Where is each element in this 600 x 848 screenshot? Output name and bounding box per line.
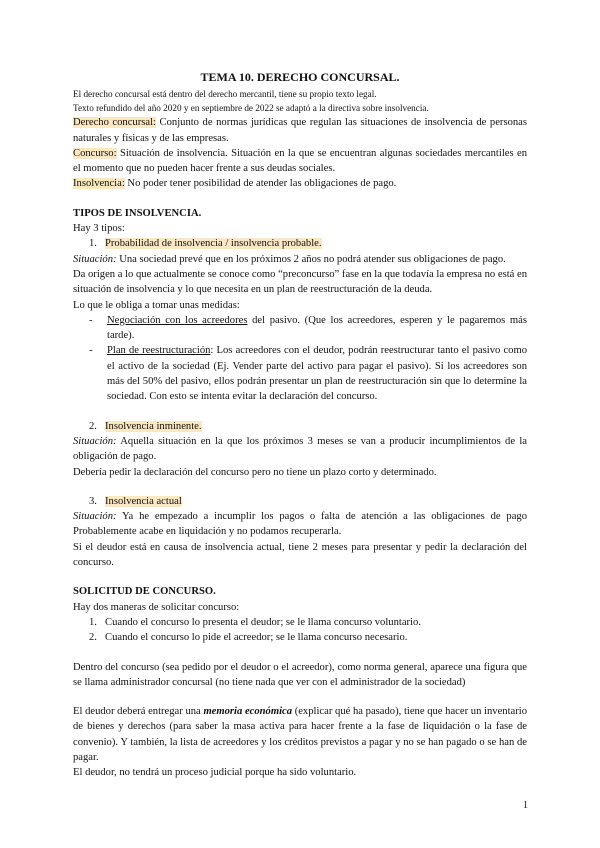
section-heading-tipos: TIPOS DE INSOLVENCIA.	[73, 207, 202, 219]
tipo-1-text: Da origen a lo que actualmente se conoce como “preconcurso” fase en la que todavía la empresa no está en situación de insolvencia y lo que necesita en un plan de reestructuración de la deuda.	[73, 268, 527, 296]
tipo-3-situacion	[73, 509, 527, 540]
bold-term: memoria económica	[203, 706, 293, 718]
bullet-item	[73, 343, 527, 404]
page-title: TEMA 10. DERECHO CONCURSAL.	[200, 70, 400, 84]
tipo-1-heading	[73, 236, 527, 251]
definition-insolvencia	[73, 176, 527, 191]
tipos-intro: Hay 3 tipos:	[73, 223, 125, 235]
definition-text: No poder tener posibilidad de atender las obligaciones de pago.	[124, 178, 397, 190]
definition-concurso	[73, 146, 527, 177]
tipo-3-text: Si el deudor está en causa de insolvencia actual, tiene 2 meses para presentar y pedir la declaración del concurso.	[73, 541, 527, 569]
section-heading-solicitud: SOLICITUD DE CONCURSO.	[73, 586, 216, 598]
intro-line-1: El derecho concursal está dentro del derecho mercantil, tiene su propio texto legal.	[73, 89, 377, 100]
bullet-mark: -	[89, 345, 93, 357]
definition-term: Concurso:	[73, 147, 117, 159]
bullet-term: Plan de reestructuración	[107, 345, 211, 357]
solicitud-item-2	[73, 630, 527, 645]
situacion-label: Situación:	[73, 253, 117, 265]
situacion-label: Situación:	[73, 435, 117, 447]
bullet-text: del pasivo. (Que los acreedores, esperen y le pagaremos más tarde).	[107, 314, 527, 342]
bullet-mark: -	[89, 314, 93, 326]
tipo-2-heading	[73, 419, 527, 434]
definition-text: Conjunto de normas jurídicas que regulan las situaciones de insolvencia de personas naturales y físicas y de las empresas.	[73, 117, 527, 144]
tipo-2-text: Debería pedir la declaración del concurso pero no tiene un plazo corto y determinado.	[73, 466, 437, 478]
situacion-text: Aquella situación en la que los próximos 3 meses se van a producir incumplimientos de la obligación de pago.	[73, 435, 527, 463]
tipo-3-heading	[73, 494, 527, 509]
situacion-label: Situación:	[73, 511, 117, 523]
tipo-title: Insolvencia inminente.	[105, 420, 202, 432]
tipo-1-lead: Lo que le obliga a tomar unas medidas:	[73, 299, 240, 311]
definition-term: Derecho concursal:	[73, 117, 156, 129]
intro-line-2: Texto refundido del año 2020 y en septiembre de 2022 se adaptó a la directiva sobre insolvencia.	[73, 103, 429, 114]
list-number: 1.	[89, 238, 97, 250]
tipo-2-situacion	[73, 434, 527, 465]
list-text: Cuando el concurso lo pide el acreedor; se le llama concurso necesario.	[105, 632, 408, 644]
tipo-1-situacion	[73, 252, 527, 267]
list-number: 1.	[89, 616, 97, 628]
definition-derecho-concursal	[73, 115, 527, 146]
situacion-text: Ya he empezado a incumplir los pagos o falta de atención a las obligaciones de pago Probablemente acabe en liquidación y no podamos recuperarla.	[73, 511, 527, 538]
solicitud-item-1	[73, 615, 527, 630]
solicitud-intro: Hay dos maneras de solicitar concurso:	[73, 601, 240, 613]
list-text: Cuando el concurso lo presenta el deudor; se le llama concurso voluntario.	[105, 616, 421, 628]
list-number: 2.	[89, 420, 97, 432]
paragraph-text: (explicar qué ha pasado), tiene que hacer un inventario de bienes y derechos (para saber la masa activa para hacer frente a la fase de liquidación o la fase de convenio). Y también, la lista de acreedores y los créditos previstos a pagar y no se han pagado o se han de pagar.	[73, 706, 527, 763]
bullet-term: Negociación con los acreedores	[107, 314, 248, 326]
definition-text: Situación de insolvencia. Situación en la que se encuentran algunas sociedades mercantiles en el momento que no pueden hacer frente a sus deudas sociales.	[73, 147, 527, 175]
paragraph-text: El deudor deberá entregar una	[73, 706, 204, 718]
list-number: 3.	[89, 495, 97, 507]
solicitud-paragraph-2	[73, 704, 527, 765]
solicitud-paragraph-3: El deudor, no tendrá un proceso judicial porque ha sido voluntario.	[73, 767, 357, 779]
situacion-text: Una sociedad prevé que en los próximos 2 años no podrá atender sus obligaciones de pago.	[116, 253, 506, 265]
definition-term: Insolvencia:	[73, 178, 125, 190]
bullet-item	[73, 313, 527, 344]
tipo-title: Probabilidad de insolvencia / insolvencia probable.	[105, 238, 322, 250]
list-number: 2.	[89, 632, 97, 644]
tipo-title: Insolvencia actual	[105, 495, 182, 507]
page-number: 1	[523, 800, 528, 811]
solicitud-paragraph-1: Dentro del concurso (sea pedido por el deudor o el acreedor), como norma general, aparece una figura que se llama administrador concursal (no tiene nada que ver con el administrador de la sociedad)	[73, 661, 527, 688]
bullet-text: : Los acreedores con el deudor, podrán reestructurar tanto el pasivo como el activo de la sociedad (Ej. Vender parte del activo para pagar el pasivo). Si los acreedores son más del 50% del pasivo, ellos podrán presentar un plan de reestructuración sin que lo determine la sociedad. Con esto se intenta evitar la declaración del concurso.	[107, 345, 527, 403]
